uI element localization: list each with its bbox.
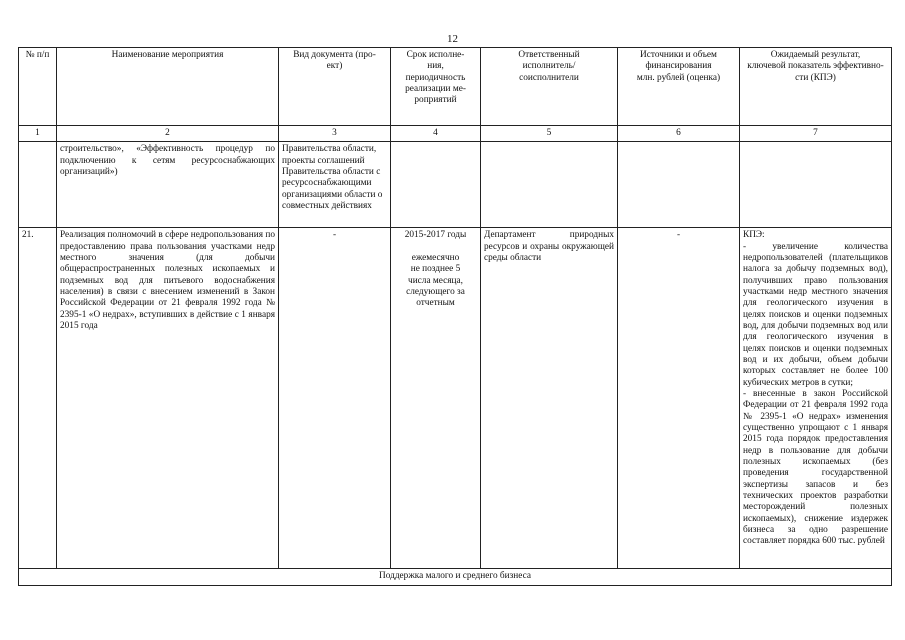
cell-num: 21. [19,228,57,569]
header-row [19,48,892,126]
table-row [19,142,892,228]
column-number: 4 [391,126,481,142]
cell-result: КПЭ: - увеличение количества недропользователей (плательщиков налога за добычу подземных вод), получивших право пользования участками недр местного значения для геологического изучения в целях поисков и оценки подземных вод, для добычи подземных вод или для геологического изучения в целях поисков и оценки подземных вод и их добычи, объем добычи которых составляет не более 100 кубических метров в сутки; - внесенные в закон Российской Федерации от 21 февраля 1992 года № 2395-1 «О недрах» изменения существенно упрощают с 1 января 2015 года порядок предоставления недр в пользование для добычи полезных ископаемых (без проведения государственной экспертизы запасов и без технических проектов разработки месторождений полезных ископаемых), снижение издержек бизнеса за одно разрешение составляет порядка 600 тыс. рублей [740,228,892,569]
column-number: 3 [279,126,391,142]
cell-responsible: Департамент природных ресурсов и охраны окружающей среды области [481,228,618,569]
column-number: 6 [618,126,740,142]
header-term: Срок исполне- ния, периодичность реализации ме- роприятий [391,48,481,126]
cell-doc-type: Правительства области, проекты соглашений Правительства области с ресурсоснабжающими организациями области о совместных действиях [279,142,391,228]
column-number-row [19,126,892,142]
cell-result [740,142,892,228]
table-row [19,228,892,569]
cell-doc-type: - [279,228,391,569]
column-number: 7 [740,126,892,142]
header-funding: Источники и объем финансирования млн. рублей (оценка) [618,48,740,126]
column-number: 1 [19,126,57,142]
cell-funding: - [618,228,740,569]
cell-term: 2015-2017 годы ежемесячно не позднее 5 числа месяца, следующего за отчетным [391,228,481,569]
cell-responsible [481,142,618,228]
cell-name: Реализация полномочий в сфере недропользования по предоставлению права пользования участками недр местного значения (для добычи общераспространенных полезных ископаемых и подземных вод для питьевого водоснабжения населения) в связи с внесением изменений в Закон Российской Федерации от 21 февраля 1992 года № 2395-1 «О недрах», вступивших в действие с 1 января 2015 года [57,228,279,569]
header-name: Наименование мероприятия [57,48,279,126]
page-number: 12 [447,33,458,45]
measures-table [18,47,892,586]
column-number: 2 [57,126,279,142]
column-number: 5 [481,126,618,142]
section-title: Поддержка малого и среднего бизнеса [19,569,892,585]
cell-term [391,142,481,228]
section-row [19,569,892,585]
cell-num [19,142,57,228]
header-num: № п/п [19,48,57,126]
cell-name: строительство», «Эффективность процедур по подключению к сетям ресурсоснабжающих организаций») [57,142,279,228]
header-responsible: Ответственный исполнитель/ соисполнители [481,48,618,126]
header-result: Ожидаемый результат, ключевой показатель эффективно- сти (КПЭ) [740,48,892,126]
header-doc-type: Вид документа (про- ект) [279,48,391,126]
cell-funding [618,142,740,228]
